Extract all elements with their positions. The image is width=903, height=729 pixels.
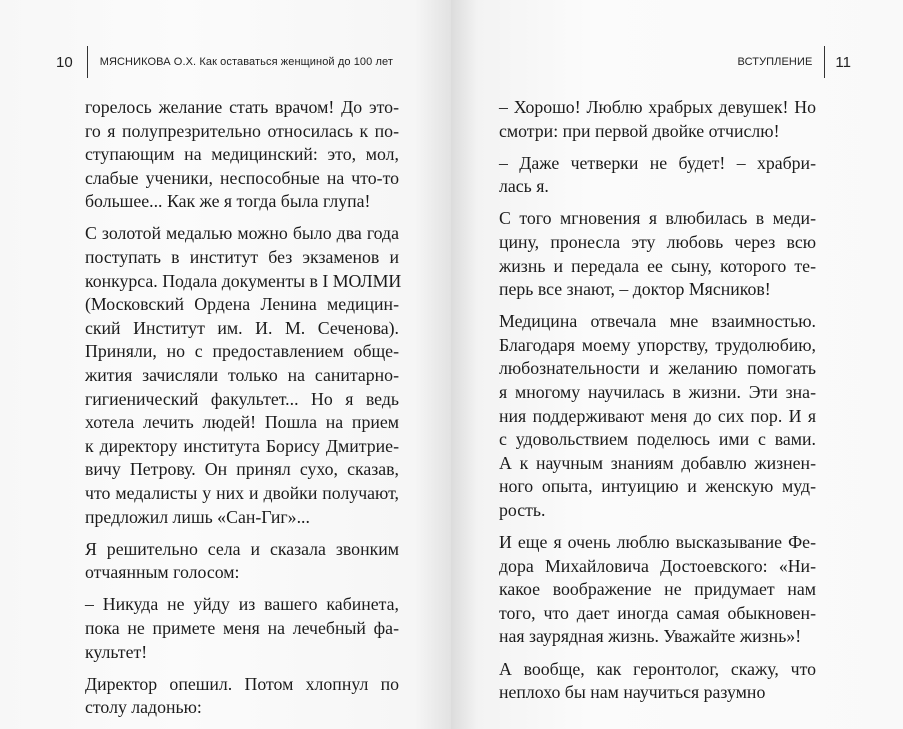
text-line: вичу Петрову. Он принял сухо, сказав, — [85, 459, 399, 480]
paragraph — [499, 152, 816, 199]
right-page-header — [738, 46, 851, 78]
text-line: – Даже четверки не будет! – храбри- — [499, 152, 816, 173]
paragraph — [85, 222, 402, 529]
text-line: Я решительно села и сказала звонким — [85, 538, 399, 559]
paragraph — [85, 593, 399, 664]
text-line: Директор опешил. Потом хлопнул по — [85, 673, 399, 694]
text-line: столу ладонью: — [85, 697, 202, 718]
left-page-header — [56, 46, 393, 78]
text-line: жития зачисляли только на санитарно- — [85, 365, 399, 386]
header-divider — [87, 46, 88, 78]
text-line: жизнь и передала ее сыну, которого те- — [499, 255, 816, 276]
text-line: горелось желание стать врачом! До это- — [85, 97, 399, 117]
text-line: Приняли, но с предоставлением обще- — [85, 341, 399, 362]
text-line: рость. — [499, 500, 546, 520]
paragraph — [499, 658, 816, 705]
text-line: И еще я очень люблю высказывание Фе- — [499, 532, 816, 553]
text-line: ступающим на медицинский: это, мол, — [85, 144, 399, 165]
text-line: смотри: при первой двойке отчислю! — [499, 120, 780, 141]
text-line: любознательности и желанию помогать — [499, 358, 816, 379]
paragraph — [499, 531, 816, 649]
page-number: 11 — [835, 53, 851, 71]
paragraph — [499, 96, 816, 143]
paragraph — [85, 673, 399, 720]
text-line: большее... Как же я тогда была глупа! — [85, 191, 371, 212]
text-line: неплохо бы нам научиться разумно — [499, 682, 766, 703]
text-line: хотела лечить людей! Пошла на прием — [85, 412, 399, 433]
text-line: какое воображение не придумает нам — [499, 579, 816, 600]
text-line: того, что дает иногда самая обыкновен- — [499, 602, 816, 623]
paragraph — [499, 207, 816, 301]
right-page-body — [499, 96, 816, 713]
text-line: предложил лишь «Сан-Гиг»... — [85, 506, 310, 527]
text-line: (Московский Ордена Ленина медицин- — [85, 294, 399, 315]
text-line: ский Институт им. И. М. Сеченова). — [85, 317, 399, 338]
text-line: С золотой медалью можно было два года — [85, 223, 399, 244]
text-line: А к научным знаниям добавлю жизнен- — [499, 452, 816, 473]
text-line: к директору института Борису Дмитрие- — [85, 435, 399, 456]
left-page-body — [85, 96, 402, 728]
text-line: лась я. — [499, 176, 549, 197]
text-line: А вообще, как геронтолог, скажу, что — [499, 658, 816, 679]
text-line: ния поддерживают меня до сих пор. И я — [499, 405, 816, 426]
paragraph — [85, 538, 399, 585]
text-line: го я полупрезрительно относилась к по- — [85, 120, 399, 141]
text-line: поступать в институт без экзаменов и — [85, 247, 399, 268]
header-divider — [824, 46, 825, 78]
running-head: МЯСНИКОВА О.Х. Как оставаться женщиной до 100 лет — [99, 56, 394, 68]
running-head: ВСТУПЛЕНИЕ — [737, 56, 813, 68]
paragraph — [85, 96, 399, 214]
right-page — [451, 0, 903, 729]
text-line: цину, пронесла эту любовь через всю — [499, 231, 816, 252]
text-line: конкурса. Подала документы в I МОЛМИ — [85, 270, 402, 291]
text-line: – Хорошо! Люблю храбрых девушек! Но — [499, 97, 816, 117]
text-line: Медицина отвечала мне взаимностью. — [499, 311, 816, 332]
text-line: дора Михайловича Достоевского: «Ни- — [499, 555, 816, 576]
text-line: слабые ученики, неспособные на что-то — [85, 167, 399, 188]
text-line: ная заурядная жизнь. Уважайте жизнь»! — [499, 626, 802, 647]
text-line: С того мгновения я влюбилась в меди- — [499, 208, 816, 229]
text-line: пока не примете меня на лечебный фа- — [85, 617, 399, 638]
paragraph — [499, 310, 816, 522]
text-line: отчаянным голосом: — [85, 562, 240, 583]
text-line: ного опыта, интуицию и женскую муд- — [499, 476, 816, 497]
text-line: я многому научилась в жизни. Эти зна- — [499, 382, 816, 403]
text-line: – Никуда не уйду из вашего кабинета, — [85, 594, 399, 615]
text-line: что медалисты у них и двойки получают, — [85, 483, 399, 503]
page-number: 10 — [56, 53, 73, 71]
text-line: культет! — [85, 641, 148, 662]
left-page — [0, 0, 451, 729]
text-line: гигиенический факультет... Но я ведь — [85, 388, 399, 409]
text-line: Благодаря моему упорству, трудолюбию, — [499, 334, 816, 355]
text-line: с удовольствием поделюсь ими с вами. — [499, 429, 816, 450]
text-line: перь все знают, – доктор Мясников! — [499, 279, 771, 300]
